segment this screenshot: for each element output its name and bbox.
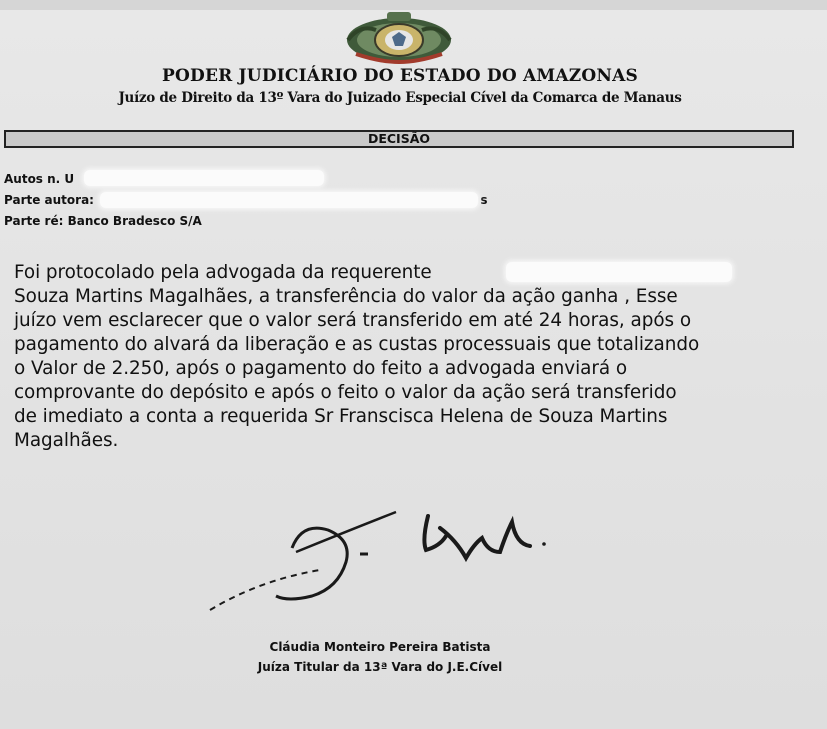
redaction-block xyxy=(84,170,324,186)
redaction-block xyxy=(100,192,478,208)
body-line: Foi protocolado pela advogada da requerente xyxy=(14,262,432,283)
top-band xyxy=(0,0,827,10)
body-line: de imediato a conta a requerida Sr Franscisca Helena de Souza Martins xyxy=(14,406,668,427)
coat-of-arms-icon xyxy=(340,10,458,66)
handwritten-signature xyxy=(200,500,560,630)
body-line: pagamento do alvará da liberação e as custas processuais que totalizando xyxy=(14,334,700,355)
case-number-value: U xyxy=(64,172,75,186)
body-line: juízo vem esclarecer que o valor será transferido em até 24 horas, após o xyxy=(14,310,692,331)
plaintiff-value: s xyxy=(480,193,488,207)
body-line: Magalhães. xyxy=(14,430,119,451)
body-line: o Valor de 2.250, após o pagamento do feito a advogada enviará o xyxy=(14,358,628,379)
case-number-line xyxy=(4,172,74,186)
defendant-line xyxy=(4,214,202,228)
signatory-role: Juíza Titular da 13ª Vara do J.E.Cível xyxy=(257,660,503,674)
case-number-label: Autos n. xyxy=(4,172,61,186)
plaintiff-label: Parte autora: xyxy=(4,193,94,207)
defendant-value: Banco Bradesco S/A xyxy=(67,214,202,228)
decision-body xyxy=(14,261,804,453)
signatory-name: Cláudia Monteiro Pereira Batista xyxy=(269,640,491,654)
decision-bar xyxy=(4,130,794,148)
court-title: PODER JUDICIÁRIO DO ESTADO DO AMAZONAS xyxy=(162,66,638,86)
body-line: Souza Martins Magalhães, a transferência do valor da ação ganha , Esse xyxy=(14,286,678,307)
defendant-label: Parte ré: xyxy=(4,214,64,228)
redaction-block xyxy=(506,262,732,282)
body-line: comprovante do depósito e após o feito o valor da ação será transferido xyxy=(14,382,677,403)
court-subtitle: Juízo de Direito da 13º Vara do Juizado Especial Cível da Comarca de Manaus xyxy=(118,90,682,106)
decision-label: DECISÃO xyxy=(367,131,431,146)
